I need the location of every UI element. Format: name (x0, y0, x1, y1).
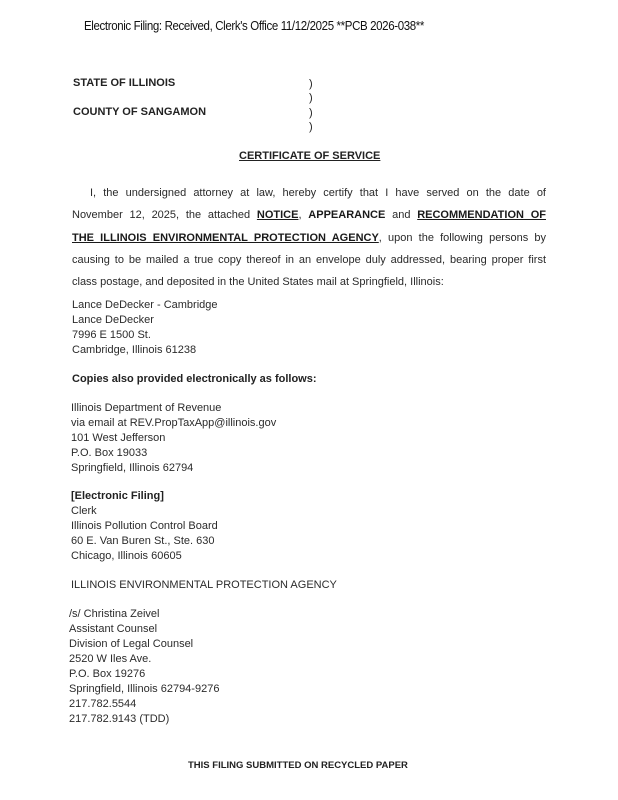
signature-line: 217.782.9143 (TDD) (69, 713, 170, 725)
body-line-2-and: and (385, 209, 418, 221)
appearance-term: APPEARANCE (308, 209, 386, 221)
caption-paren-2: ) (309, 92, 313, 104)
body-line-1-text: I, the undersigned attorney at law, hereby certify that I have served on the date of (90, 187, 546, 199)
revenue-address (71, 401, 276, 476)
revenue-line: Illinois Department of Revenue (71, 402, 222, 414)
body-line-1 (72, 187, 546, 199)
body-line-2 (72, 209, 546, 221)
revenue-line: Springfield, Illinois 62794 (71, 462, 194, 474)
signature-block (69, 607, 219, 727)
caption-paren-1: ) (309, 78, 313, 90)
recycled-paper-footer: THIS FILING SUBMITTED ON RECYCLED PAPER (188, 760, 408, 771)
notice-term: NOTICE (256, 209, 299, 221)
recipient-line: 7996 E 1500 St. (72, 329, 151, 341)
recipient-address (72, 298, 218, 358)
signature-line: Assistant Counsel (69, 623, 158, 635)
body-line-2-sep: , (298, 209, 309, 221)
signature-line: Springfield, Illinois 62794-9276 (69, 683, 220, 695)
revenue-email-line: via email at REV.PropTaxApp@illinois.gov (71, 417, 277, 429)
board-line: 60 E. Van Buren St., Ste. 630 (71, 535, 215, 547)
recipient-line: Lance DeDecker (72, 314, 154, 326)
signature-line: 217.782.5544 (69, 698, 137, 710)
revenue-line: 101 West Jefferson (71, 432, 166, 444)
board-line: Chicago, Illinois 60605 (71, 550, 182, 562)
body-line-3-rest: , upon the following persons by (378, 232, 546, 244)
board-line: Clerk (71, 505, 97, 517)
caption-state: STATE OF ILLINOIS (73, 77, 176, 89)
recipient-line: Cambridge, Illinois 61238 (72, 344, 197, 356)
document-title: CERTIFICATE OF SERVICE (239, 150, 381, 162)
body-line-4 (72, 254, 546, 266)
caption-paren-4: ) (309, 121, 313, 133)
recommendation-term: RECOMMENDATION OF (417, 209, 546, 221)
agency-name: ILLINOIS ENVIRONMENTAL PROTECTION AGENCY (71, 579, 337, 591)
board-address (71, 504, 218, 564)
electronic-filing-heading: [Electronic Filing] (71, 490, 164, 502)
body-line-3 (72, 232, 546, 244)
electronic-copies-heading: Copies also provided electronically as follows: (72, 373, 317, 385)
caption-county: COUNTY OF SANGAMON (73, 106, 207, 118)
recipient-line: Lance DeDecker - Cambridge (72, 299, 218, 311)
signature-line: 2520 W Iles Ave. (69, 653, 152, 665)
board-line: Illinois Pollution Control Board (71, 520, 218, 532)
revenue-line: P.O. Box 19033 (71, 447, 148, 459)
filing-stamp-header: Electronic Filing: Received, Clerk's Office 11/12/2025 **PCB 2026-038** (84, 19, 425, 33)
signature-line: /s/ Christina Zeivel (69, 608, 160, 620)
caption-paren-3: ) (309, 107, 313, 119)
signature-line: Division of Legal Counsel (69, 638, 194, 650)
body-line-2-date: November 12, 2025, the attached (72, 209, 257, 221)
body-line-5: class postage, and deposited in the United States mail at Springfield, Illinois: (72, 276, 444, 288)
agency-term: THE ILLINOIS ENVIRONMENTAL PROTECTION AGENCY (72, 232, 379, 244)
body-line-4-text: causing to be mailed a true copy thereof in an envelope duly addressed, bearing proper first (72, 254, 546, 266)
signature-line: P.O. Box 19276 (69, 668, 146, 680)
